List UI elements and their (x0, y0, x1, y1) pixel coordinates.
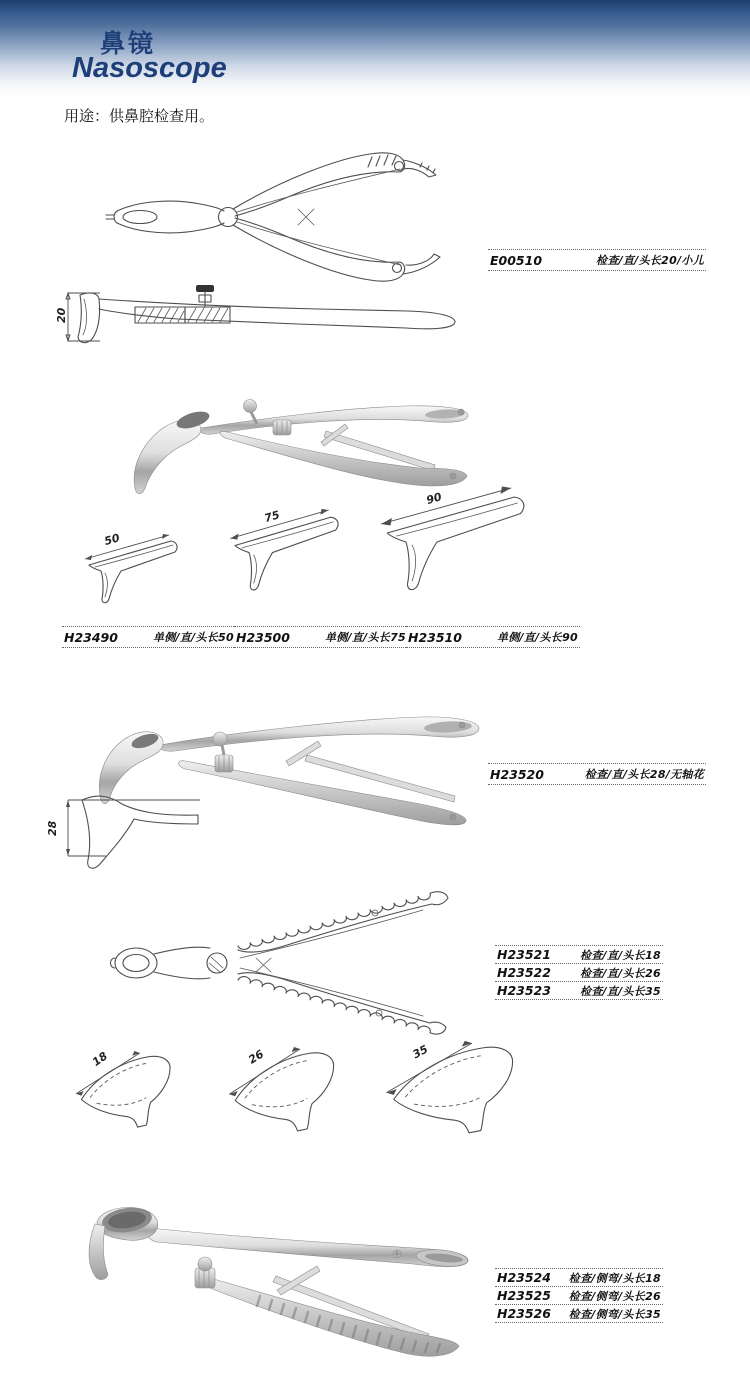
blade-50-drawing (85, 531, 177, 603)
product-spec: 检查/直/头长35 (579, 984, 661, 998)
tip-18-drawing (76, 1049, 170, 1127)
figure-speculum-serrated-drawing (88, 882, 478, 1050)
product-spec: 单侧/直/头长75 (324, 631, 406, 644)
product-code: H23524 (497, 1270, 551, 1285)
product-code: H23490 (64, 629, 118, 645)
table-row (495, 1268, 663, 1287)
product-spec: 检查/侧弯/头长35 (568, 1307, 661, 1321)
serrated-speculum-drawing (111, 892, 449, 1034)
page-title-english: Nasoscope (72, 52, 227, 84)
product-code: E00510 (490, 252, 543, 268)
product-spec: 检查/直/头长20/小儿 (596, 254, 704, 267)
product-label-h23520 (488, 763, 706, 785)
figure-blade-profile-28 (42, 788, 207, 888)
product-table-sidebent (495, 1268, 663, 1323)
figure-speculum-top-view-drawing (100, 145, 455, 290)
product-code: H23526 (497, 1306, 551, 1321)
page-title-chinese: 鼻镜 (100, 30, 157, 58)
profile-28-drawing (46, 796, 200, 868)
product-code: H23522 (497, 965, 551, 980)
table-row (495, 964, 663, 982)
dimension-28-label: 28 (46, 820, 59, 836)
product-code: H23500 (236, 629, 290, 645)
speculum-line-drawing (106, 153, 440, 281)
product-spec: 检查/直/头长18 (579, 948, 661, 962)
tip-35-drawing (386, 1041, 512, 1133)
product-spec: 单侧/直/头长50 (152, 631, 234, 644)
dimension-90-label: 90 (424, 490, 444, 507)
side-view-drawing (55, 285, 455, 343)
dimension-75-label: 75 (262, 508, 282, 525)
product-table-straight (495, 945, 663, 1000)
table-row (495, 982, 663, 1000)
tip-26-drawing (229, 1047, 333, 1131)
photo-speculum-straight (105, 388, 505, 506)
product-code: H23525 (497, 1288, 551, 1303)
product-spec: 单侧/直/头长90 (496, 631, 578, 644)
table-row (495, 945, 663, 964)
product-code: H23523 (497, 983, 551, 998)
table-row (495, 1287, 663, 1305)
photo-speculum-sidebent (45, 1192, 490, 1392)
blade-75-drawing (230, 508, 338, 590)
product-label-h23500 (234, 626, 408, 648)
product-spec: 检查/直/头长28/无轴花 (584, 768, 704, 781)
figure-blade-lengths-drawing (55, 490, 555, 623)
metal-speculum-photo-3 (89, 1205, 469, 1357)
figure-speculum-side-view-drawing (55, 283, 463, 351)
dimension-26-label: 26 (246, 1047, 267, 1067)
product-label-e00510 (488, 249, 706, 271)
dimension-18-label: 18 (89, 1049, 110, 1069)
table-row (495, 1305, 663, 1323)
blade-90-drawing (381, 487, 524, 590)
product-label-h23490 (62, 626, 236, 648)
usage-text: 用途：供鼻腔检查用。 (64, 108, 215, 125)
dimension-20-label: 20 (55, 307, 68, 323)
product-spec: 检查/侧弯/头长18 (568, 1271, 661, 1285)
product-label-h23510 (406, 626, 580, 648)
product-spec: 检查/直/头长26 (579, 966, 661, 980)
dimension-35-label: 35 (410, 1042, 431, 1062)
product-spec: 检查/侧弯/头长26 (568, 1289, 661, 1303)
product-code: H23521 (497, 947, 551, 962)
figure-blade-tips-drawing (60, 1038, 540, 1148)
product-code: H23510 (408, 629, 462, 645)
dimension-50-label: 50 (102, 531, 122, 548)
metal-speculum-photo (134, 400, 468, 494)
product-code: H23520 (490, 766, 544, 782)
